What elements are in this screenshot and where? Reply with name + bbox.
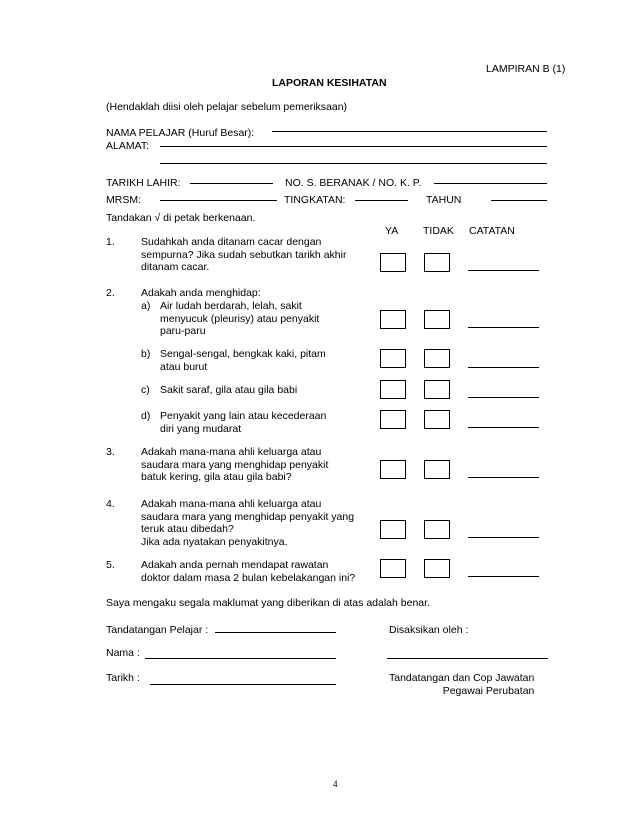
address-field-line-2[interactable] — [160, 163, 547, 164]
student-name-field[interactable] — [272, 131, 547, 132]
question-4-text: Adakah mana-mana ahli keluarga atau saudara mara yang menghidap penyakit yang teruk atau dibedah? Jika ada nyatakan penyakitnya. — [141, 498, 355, 548]
question-2d-text: Penyakit yang lain atau kecederaan diri yang mudarat — [160, 410, 327, 435]
witnessed-by-label: Disaksikan oleh : — [389, 624, 469, 636]
name-label: Nama : — [106, 647, 140, 659]
mrsm-label: MRSM: — [106, 194, 141, 206]
q3-yes-checkbox[interactable] — [380, 460, 406, 479]
address-label: ALAMAT: — [106, 140, 149, 152]
year-field[interactable] — [491, 200, 547, 201]
column-no-header: TIDAK — [423, 225, 454, 237]
name-field[interactable] — [145, 658, 336, 659]
column-notes-header: CATATAN — [469, 225, 515, 237]
q2c-notes-field[interactable] — [468, 397, 539, 398]
q2b-notes-field[interactable] — [468, 367, 539, 368]
dob-field[interactable] — [190, 183, 273, 184]
question-5-number: 5. — [106, 559, 115, 571]
question-2-number: 2. — [106, 287, 115, 299]
student-name-label: NAMA PELAJAR (Huruf Besar): — [106, 127, 255, 139]
question-2d-letter: d) — [141, 410, 151, 422]
question-2c-text: Sakit saraf, gila atau gila babi — [160, 384, 298, 396]
q5-notes-field[interactable] — [468, 576, 539, 577]
q2d-yes-checkbox[interactable] — [380, 410, 406, 429]
page-number: 4 — [333, 779, 338, 789]
year-label: TAHUN — [426, 194, 462, 206]
q2d-no-checkbox[interactable] — [424, 410, 450, 429]
q1-notes-field[interactable] — [468, 270, 539, 271]
student-signature-label: Tandatangan Pelajar : — [106, 624, 209, 636]
question-4-number: 4. — [106, 498, 115, 510]
q3-no-checkbox[interactable] — [424, 460, 450, 479]
date-field[interactable] — [150, 684, 336, 685]
level-label: TINGKATAN: — [284, 194, 346, 206]
question-1-number: 1. — [106, 236, 115, 248]
address-field-line-1[interactable] — [160, 146, 547, 147]
question-2b-letter: b) — [141, 348, 151, 360]
q2b-no-checkbox[interactable] — [424, 349, 450, 368]
birth-cert-label: NO. S. BERANAK / NO. K. P. — [285, 177, 422, 189]
q4-no-checkbox[interactable] — [424, 520, 450, 539]
q5-no-checkbox[interactable] — [424, 559, 450, 578]
q2a-no-checkbox[interactable] — [424, 310, 450, 329]
question-3-text: Adakah mana-mana ahli keluarga atau saudara mara yang menghidap penyakit batuk kering, gila atau gila babi? — [141, 446, 329, 483]
q5-yes-checkbox[interactable] — [380, 559, 406, 578]
q3-notes-field[interactable] — [468, 477, 539, 478]
appendix-label: LAMPIRAN B (1) — [486, 63, 566, 75]
q4-notes-field[interactable] — [468, 537, 539, 538]
q2b-yes-checkbox[interactable] — [380, 349, 406, 368]
witness-signature-field[interactable] — [387, 658, 548, 659]
q2a-yes-checkbox[interactable] — [380, 310, 406, 329]
tick-instruction: Tandakan √ di petak berkenaan. — [106, 212, 256, 224]
birth-cert-field[interactable] — [434, 183, 547, 184]
dob-label: TARIKH LAHIR: — [106, 177, 181, 189]
column-yes-header: YA — [385, 225, 399, 237]
mrsm-field[interactable] — [160, 200, 277, 201]
question-2b-text: Sengal-sengal, bengkak kaki, pitam atau burut — [160, 348, 326, 373]
officer-signature-caption: Tandatangan dan Cop Jawatan Pegawai Perubatan — [389, 672, 535, 697]
question-2-text: Adakah anda menghidap: — [141, 287, 261, 299]
q1-yes-checkbox[interactable] — [380, 253, 406, 272]
q2d-notes-field[interactable] — [468, 427, 539, 428]
q2c-yes-checkbox[interactable] — [380, 380, 406, 399]
student-signature-field[interactable] — [215, 632, 336, 633]
q2c-no-checkbox[interactable] — [424, 380, 450, 399]
question-2c-letter: c) — [141, 384, 150, 396]
question-5-text: Adakah anda pernah mendapat rawatan doktor dalam masa 2 bulan kebelakangan ini? — [141, 559, 356, 584]
date-label: Tarikh : — [106, 672, 140, 684]
question-2a-letter: a) — [141, 300, 151, 312]
page-title: LAPORAN KESIHATAN — [272, 77, 387, 89]
level-field[interactable] — [355, 200, 408, 201]
question-2a-text: Air ludah berdarah, lelah, sakit menyucuk (pleurisy) atau penyakit paru-paru — [160, 300, 320, 337]
q1-no-checkbox[interactable] — [424, 253, 450, 272]
instruction-text: (Hendaklah diisi oleh pelajar sebelum pemeriksaan) — [106, 101, 348, 113]
q4-yes-checkbox[interactable] — [380, 520, 406, 539]
declaration-text: Saya mengaku segala maklumat yang diberikan di atas adalah benar. — [106, 597, 430, 609]
question-1-text: Sudahkah anda ditanam cacar dengan sempurna? Jika sudah sebutkan tarikh akhir ditanam cacar. — [141, 236, 347, 273]
q2a-notes-field[interactable] — [468, 327, 539, 328]
question-3-number: 3. — [106, 446, 115, 458]
